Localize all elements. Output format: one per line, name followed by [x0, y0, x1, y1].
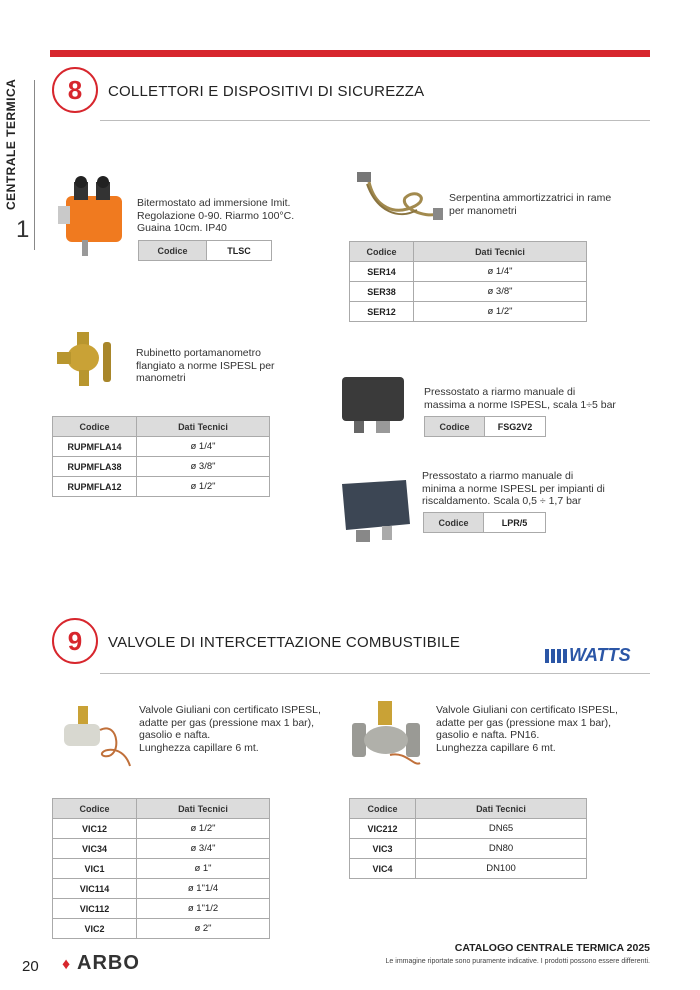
code-cell: SER38 — [350, 282, 414, 302]
value-cell: ø 2" — [137, 919, 270, 939]
value-cell: ø 1/2" — [137, 819, 270, 839]
arbo-logo — [62, 952, 140, 975]
value-cell: ø 1" — [137, 859, 270, 879]
value-cell: ø 1/4" — [137, 437, 270, 457]
desc-line: manometri — [136, 372, 186, 384]
col-header: Dati Tecnici — [137, 417, 270, 437]
desc-line: adatte per gas (pressione max 1 bar), — [139, 716, 315, 729]
desc-line: Lunghezza capillare 6 mt. — [139, 741, 259, 754]
desc-line: Pressostato a riarmo manuale di — [424, 386, 576, 398]
code-cell: SER14 — [350, 262, 414, 282]
giuliani-2-desc — [436, 704, 618, 754]
side-tab-label: CENTRALE TERMICA — [4, 78, 18, 210]
desc-line: Rubinetto portamanometro — [136, 347, 261, 359]
watts-logo — [545, 645, 631, 666]
catalog-title: CATALOGO CENTRALE TERMICA 2025 — [454, 942, 650, 954]
desc-line: Valvole Giuliani con certificato ISPESL, — [139, 704, 321, 716]
rubinetto-desc — [136, 347, 275, 385]
col-header: Codice — [350, 799, 416, 819]
desc-line: gasolio e nafta. — [139, 729, 211, 741]
table-row — [350, 839, 587, 859]
code-cell: SER12 — [350, 302, 414, 322]
valvola-giuliani-1-image — [60, 700, 135, 770]
giuliani-2-table — [349, 798, 587, 879]
code-cell: VIC34 — [53, 839, 137, 859]
section-9-rule — [100, 673, 650, 674]
desc-line: minima a norme ISPESL per impianti di — [422, 482, 605, 495]
table-row — [53, 819, 270, 839]
code-cell: VIC4 — [350, 859, 416, 879]
col-header: Dati Tecnici — [416, 799, 587, 819]
desc-line: Serpentina ammortizzatrici in rame — [449, 192, 612, 204]
value-cell: ø 1/4" — [414, 262, 587, 282]
col-header: Dati Tecnici — [414, 242, 587, 262]
side-tab-number: 1 — [16, 216, 30, 243]
col-header: Codice — [350, 242, 414, 262]
bitermostato-image — [52, 172, 132, 257]
value-cell: ø 3/4" — [137, 839, 270, 859]
table-row — [350, 819, 587, 839]
section-8-title: COLLETTORI E DISPOSITIVI DI SICUREZZA — [108, 83, 425, 100]
code-header: Codice — [424, 513, 484, 533]
desc-line: gasolio e nafta. PN16. — [436, 729, 540, 741]
desc-line: Lunghezza capillare 6 mt. — [436, 741, 556, 754]
side-tab-divider — [34, 80, 35, 250]
rubinetto-image — [55, 330, 130, 390]
table-row — [53, 437, 270, 457]
value-cell: ø 1/2" — [137, 477, 270, 497]
desc-line: Bitermostato ad immersione Imit. — [137, 197, 291, 209]
page-number: 20 — [22, 958, 39, 975]
bitermostato-desc — [137, 197, 294, 235]
code-cell: VIC114 — [53, 879, 137, 899]
table-row — [53, 839, 270, 859]
desc-line: Valvole Giuliani con certificato ISPESL, — [436, 704, 618, 716]
table-row — [53, 457, 270, 477]
giuliani-1-desc — [139, 704, 321, 754]
pressostato-max-image — [340, 375, 410, 437]
value-cell: DN100 — [416, 859, 587, 879]
desc-line: per manometri — [449, 204, 517, 217]
bitermostato-code-table — [138, 240, 272, 261]
section-9-badge: 9 — [52, 618, 98, 664]
code-cell: RUPMFLA12 — [53, 477, 137, 497]
table-row — [53, 859, 270, 879]
code-value: FSG2V2 — [485, 417, 546, 437]
code-cell: VIC12 — [53, 819, 137, 839]
desc-line: Pressostato a riarmo manuale di — [422, 470, 574, 482]
value-cell: ø 1"1/2 — [137, 899, 270, 919]
code-header: Codice — [425, 417, 485, 437]
top-red-bar — [50, 50, 650, 57]
table-row — [53, 879, 270, 899]
value-cell: DN80 — [416, 839, 587, 859]
desc-line: riscaldamento. Scala 0,5 ÷ 1,7 bar — [422, 495, 582, 507]
pressostato-max-desc — [424, 386, 616, 411]
code-cell: VIC112 — [53, 899, 137, 919]
pressostato-min-image — [336, 474, 414, 546]
table-row — [53, 919, 270, 939]
giuliani-1-table — [52, 798, 270, 939]
desc-line: adatte per gas (pressione max 1 bar), — [436, 716, 612, 729]
pressostato-min-code-table — [423, 512, 546, 533]
serpentina-desc — [449, 192, 611, 217]
code-cell: RUPMFLA38 — [53, 457, 137, 477]
table-row — [53, 477, 270, 497]
code-header: Codice — [139, 241, 207, 261]
section-8-rule — [100, 120, 650, 121]
code-cell: VIC1 — [53, 859, 137, 879]
table-row — [350, 302, 587, 322]
value-cell: ø 3/8" — [137, 457, 270, 477]
desc-line: Regolazione 0-90. Riarmo 100°C. — [137, 209, 295, 222]
code-cell: VIC212 — [350, 819, 416, 839]
desc-line: Guaina 10cm. IP40 — [137, 222, 227, 234]
code-value: TLSC — [207, 241, 272, 261]
serpentina-table — [349, 241, 587, 322]
table-row — [350, 262, 587, 282]
table-row — [350, 859, 587, 879]
col-header: Codice — [53, 799, 137, 819]
serpentina-image — [355, 168, 445, 228]
col-header: Dati Tecnici — [137, 799, 270, 819]
code-cell: RUPMFLA14 — [53, 437, 137, 457]
pressostato-max-code-table — [424, 416, 546, 437]
value-cell: ø 1/2" — [414, 302, 587, 322]
rubinetto-table — [52, 416, 270, 497]
section-9-title: VALVOLE DI INTERCETTAZIONE COMBUSTIBILE — [108, 634, 461, 651]
code-cell: VIC2 — [53, 919, 137, 939]
desc-line: flangiato a norme ISPESL per — [136, 359, 275, 372]
table-row — [350, 282, 587, 302]
flame-icon: ♦ — [62, 956, 72, 973]
code-value: LPR/5 — [484, 513, 546, 533]
table-row — [53, 899, 270, 919]
col-header: Codice — [53, 417, 137, 437]
watts-logo-text: WATTS — [569, 645, 631, 665]
side-tab — [0, 80, 38, 250]
value-cell: ø 1"1/4 — [137, 879, 270, 899]
code-cell: VIC3 — [350, 839, 416, 859]
value-cell: ø 3/8" — [414, 282, 587, 302]
value-cell: DN65 — [416, 819, 587, 839]
disclaimer-note: Le immagine riportate sono puramente indicative. I prodotti possono essere differenti. — [385, 958, 650, 965]
arbo-logo-text: ARBO — [77, 952, 140, 974]
section-8-badge: 8 — [52, 67, 98, 113]
pressostato-min-desc — [422, 470, 605, 508]
valvola-giuliani-2-image — [350, 695, 425, 770]
desc-line: massima a norme ISPESL, scala 1÷5 bar — [424, 398, 616, 411]
